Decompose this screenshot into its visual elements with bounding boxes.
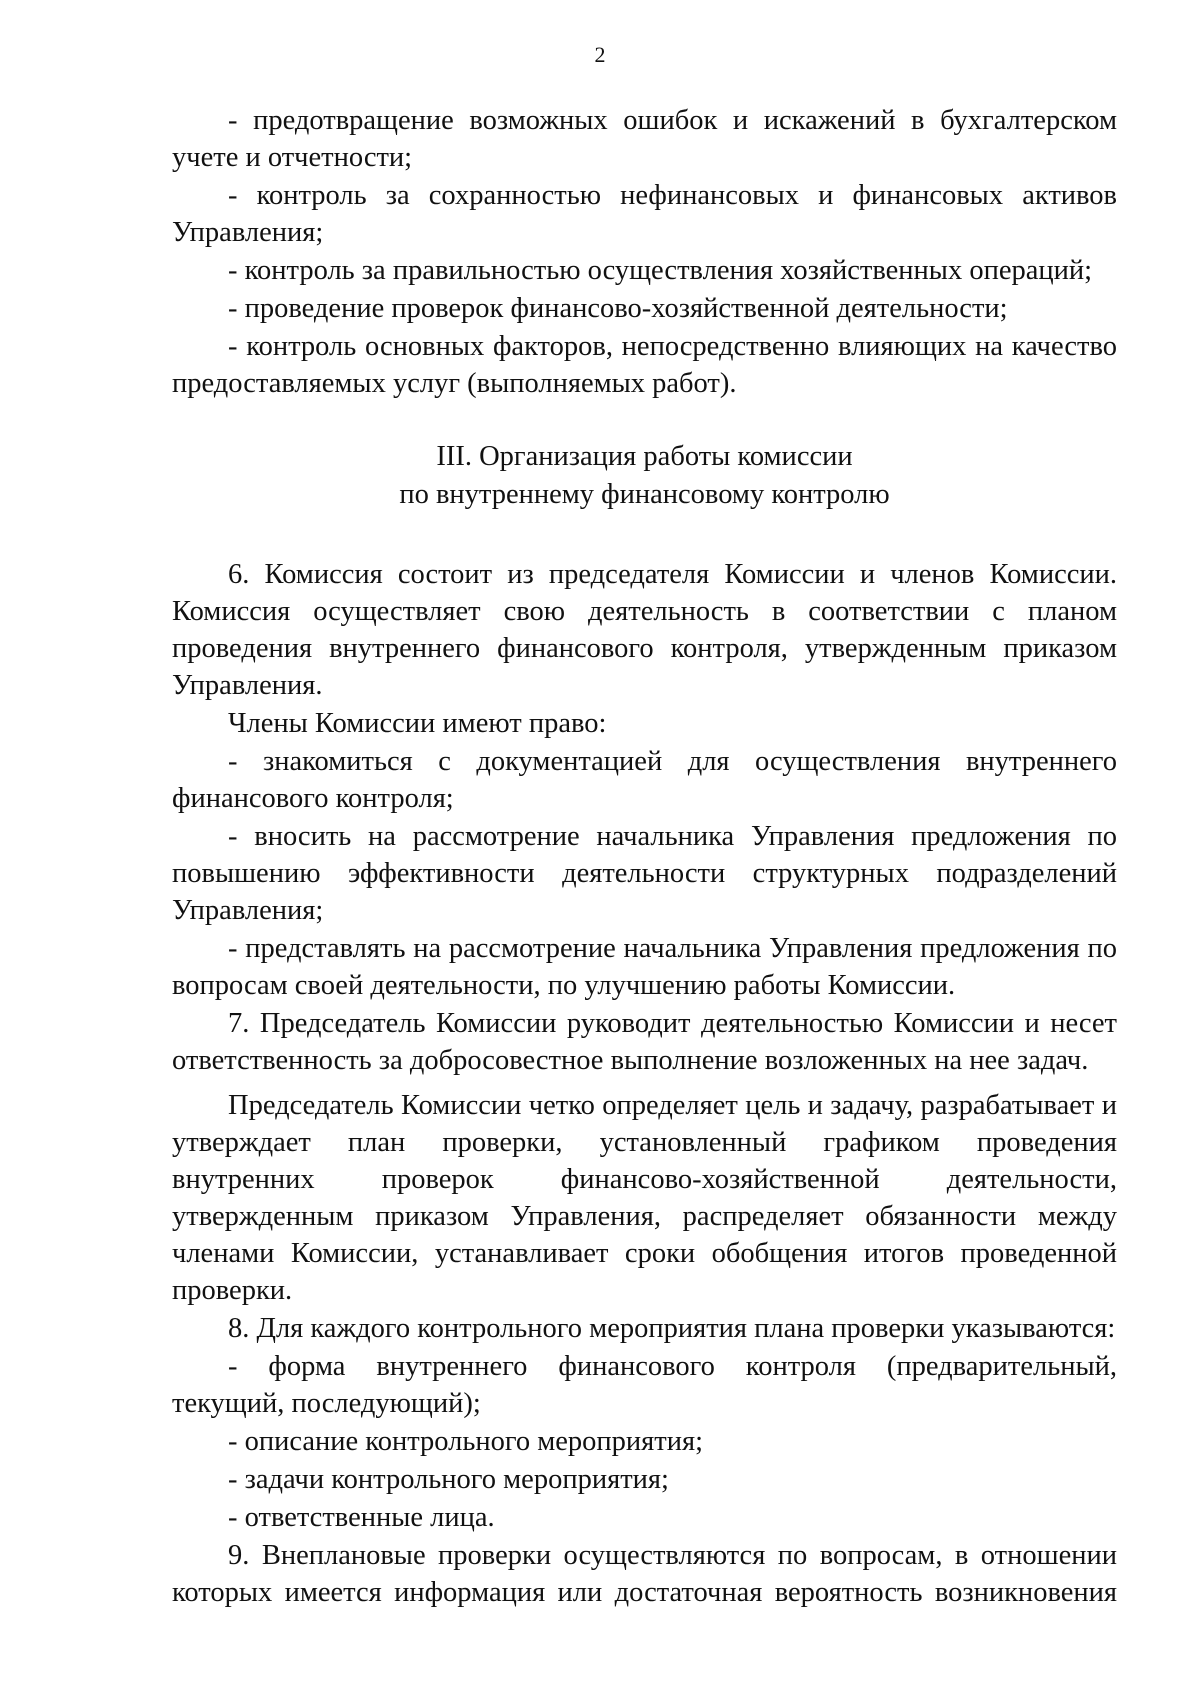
page-number: 2 bbox=[594, 42, 606, 67]
chairman-paragraph: Председатель Комиссии четко определяет цель и задачу, разрабатывает и утверждает план проверки, установленный графиком проведения внутренних проверок финансово-хозяйственной деятельности, утвержденным приказом Управления, распределяет обязанности между членами Комиссии, устанавливает сроки обобщения итогов проведенной проверки. bbox=[172, 1090, 1117, 1306]
members-rights-intro: Члены Комиссии имеют право: bbox=[228, 708, 607, 739]
list-item: - форма внутреннего финансового контроля (предварительный, текущий, последующий); bbox=[172, 1351, 1117, 1419]
intro-item: - контроль за правильностью осуществления хозяйственных операций; bbox=[228, 255, 1093, 286]
intro-item: - предотвращение возможных ошибок и искажений в бухгалтерском учете и отчетности; bbox=[172, 105, 1117, 173]
list-item: - задачи контрольного мероприятия; bbox=[228, 1464, 669, 1495]
paragraph-7: 7. Председатель Комиссии руководит деятельностью Комиссии и несет ответственность за добросовестное выполнение возложенных на нее задач. bbox=[172, 1008, 1117, 1076]
list-item: - представлять на рассмотрение начальника Управления предложения по вопросам своей деятельности, по улучшению работы Комиссии. bbox=[172, 933, 1117, 1001]
section-heading bbox=[172, 438, 1117, 514]
intro-item: - проведение проверок финансово-хозяйственной деятельности; bbox=[228, 293, 1008, 324]
list-item: - вносить на рассмотрение начальника Управления предложения по повышению эффективности деятельности структурных подразделений Управления; bbox=[172, 821, 1117, 926]
list-item: - описание контрольного мероприятия; bbox=[228, 1426, 703, 1457]
section-heading-line: по внутреннему финансовому контролю bbox=[399, 479, 890, 510]
intro-item: - контроль основных факторов, непосредственно влияющих на качество предоставляемых услуг (выполняемых работ). bbox=[172, 331, 1117, 399]
document-body bbox=[172, 102, 1117, 1612]
list-item: - ответственные лица. bbox=[228, 1502, 495, 1533]
paragraph-8: 8. Для каждого контрольного мероприятия плана проверки указываются: bbox=[228, 1313, 1116, 1344]
section-heading-line: III. Организация работы комиссии bbox=[436, 441, 853, 472]
intro-item: - контроль за сохранностью нефинансовых и финансовых активов Управления; bbox=[172, 180, 1117, 248]
paragraph-9: 9. Внеплановые проверки осуществляются по вопросам, в отношении которых имеется информация или достаточная вероятность возникновения bbox=[172, 1540, 1117, 1608]
list-item: - знакомиться с документацией для осуществления внутреннего финансового контроля; bbox=[172, 746, 1117, 814]
paragraph-6: 6. Комиссия состоит из председателя Комиссии и членов Комиссии. Комиссия осуществляет свою деятельность в соответствии с планом проведения внутреннего финансового контроля, утвержденным приказом Управления. bbox=[172, 559, 1117, 701]
